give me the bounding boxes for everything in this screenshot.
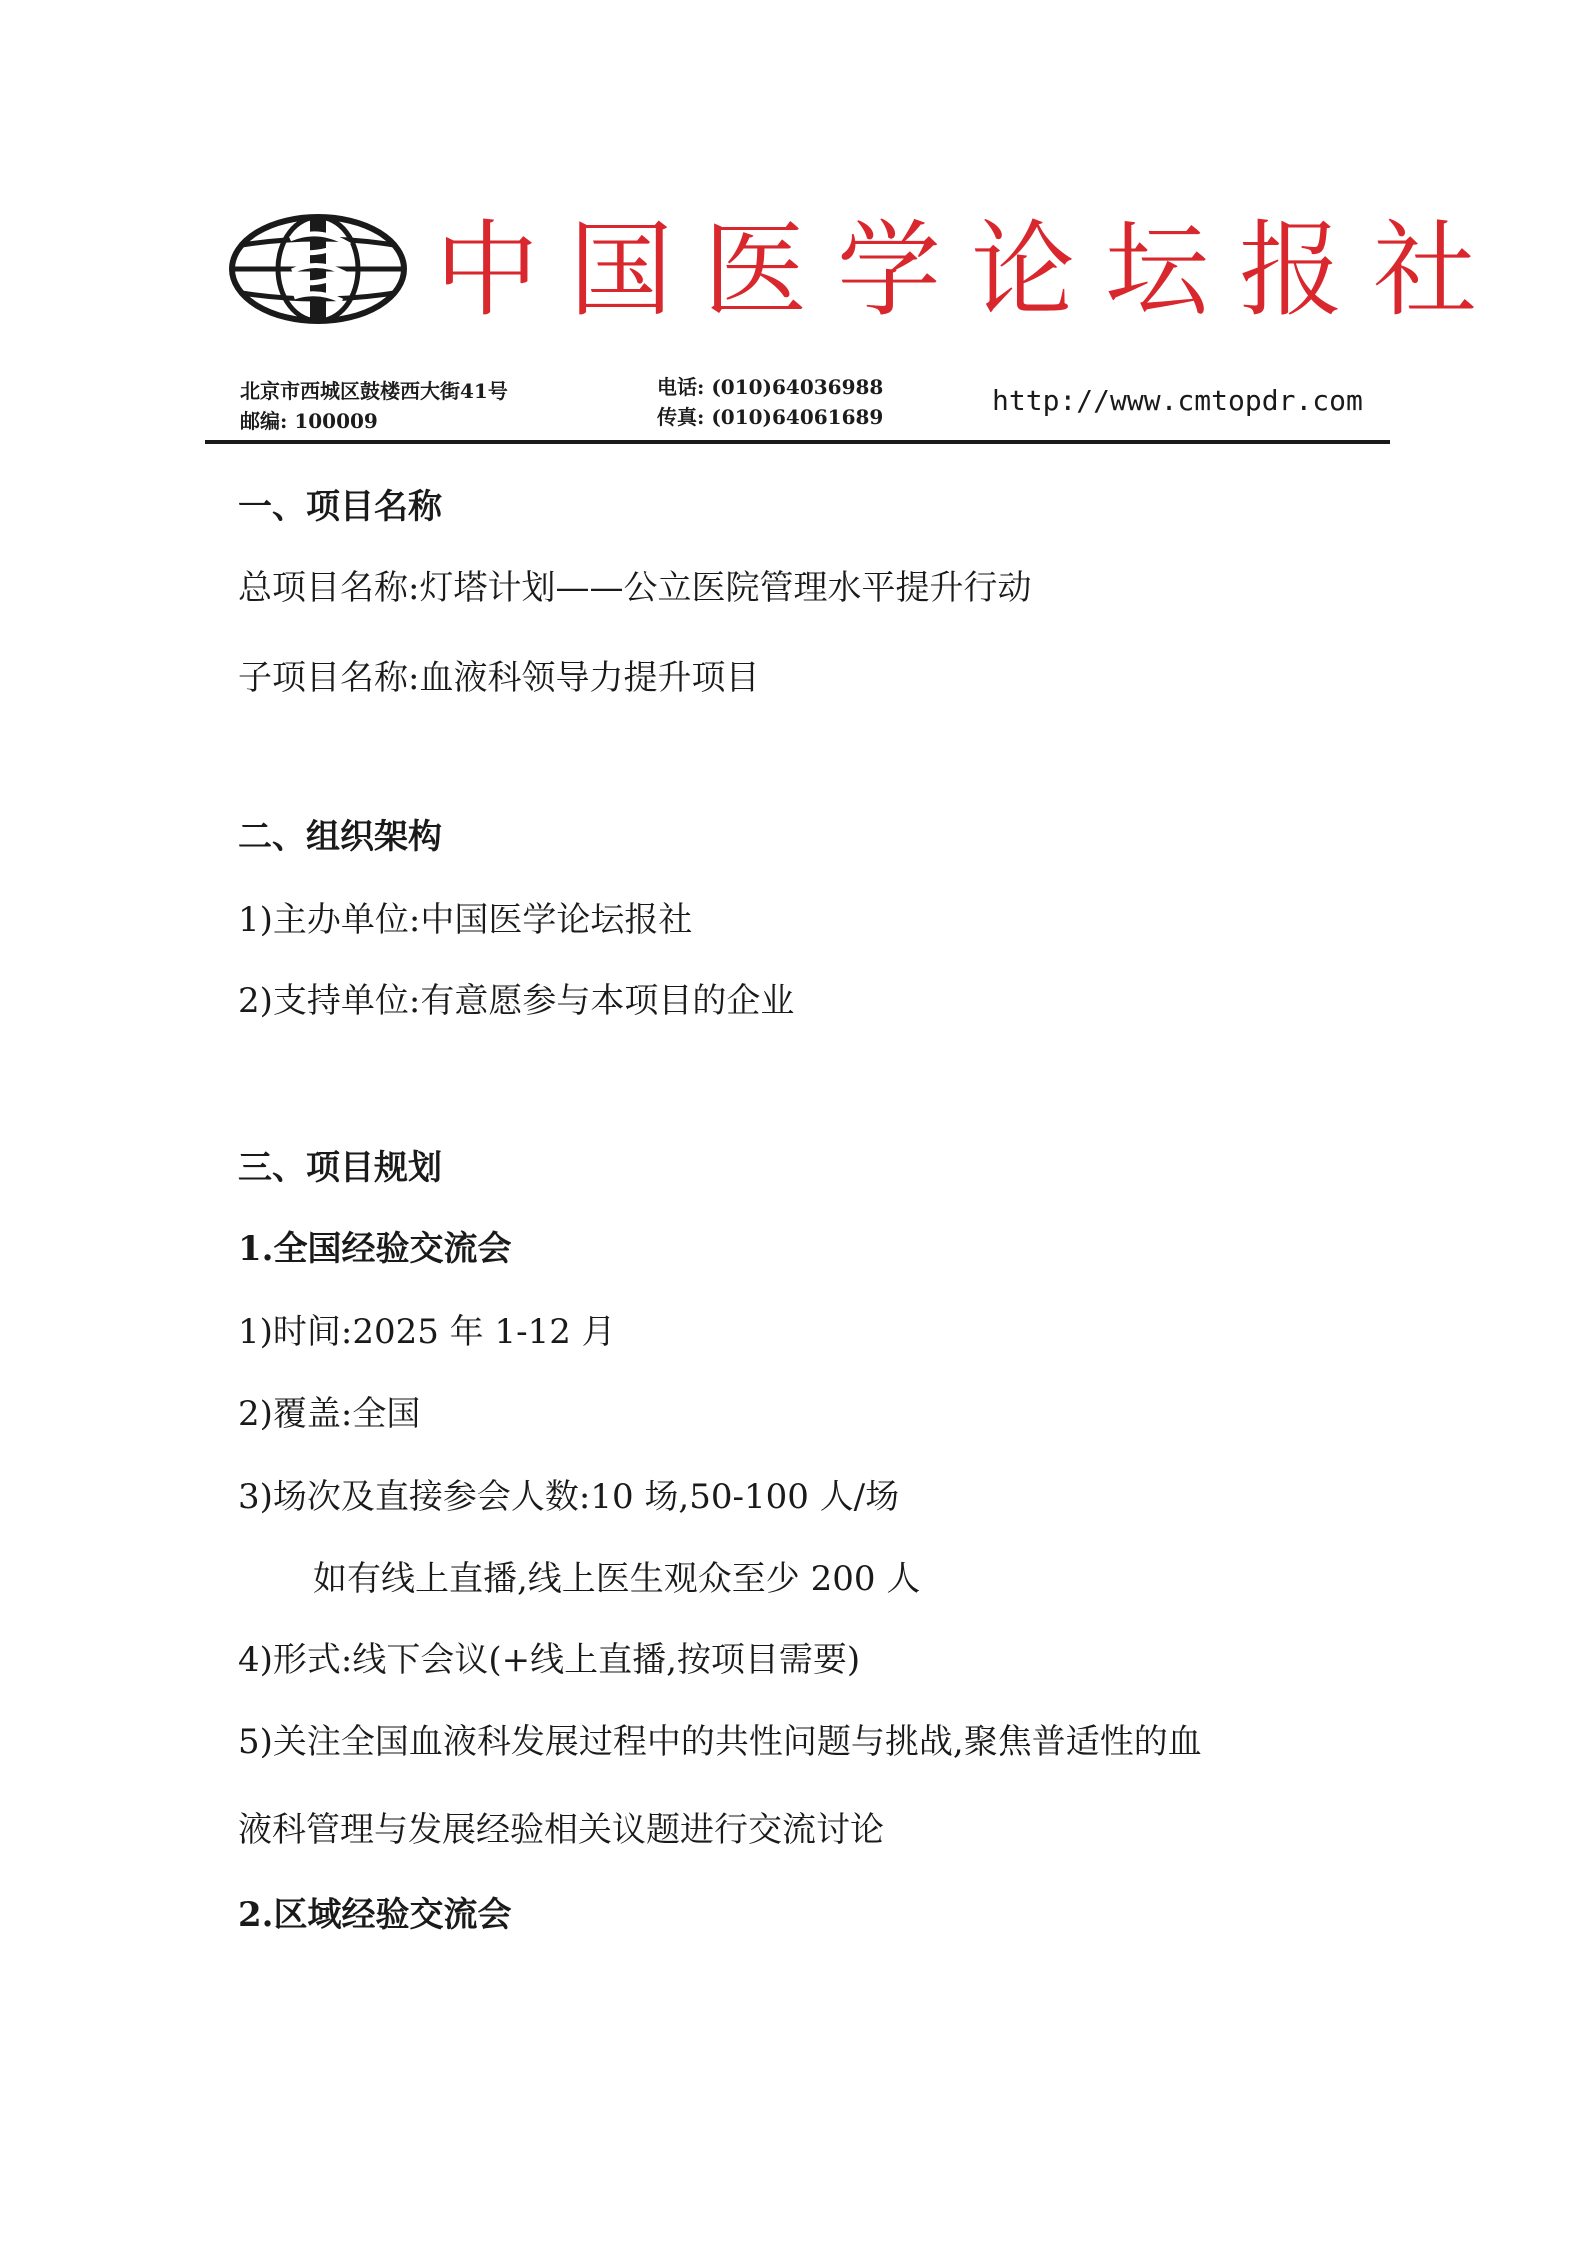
organizer: 1)主办单位:中国医学论坛报社 — [238, 900, 693, 940]
subsection-national-meeting: 1.全国经验交流会 — [238, 1229, 512, 1269]
supporter: 2)支持单位:有意愿参与本项目的企业 — [238, 981, 795, 1021]
address: 北京市西城区鼓楼西大街41号 — [240, 379, 508, 403]
item-coverage: 2)覆盖:全国 — [238, 1394, 421, 1434]
postal-code: 邮编: 100009 — [240, 409, 378, 433]
globe-logo-icon — [228, 213, 408, 325]
fax: 传真: (010)64061689 — [657, 405, 884, 429]
section-3-title: 三、项目规划 — [238, 1148, 442, 1188]
phone: 电话: (010)64036988 — [657, 375, 884, 399]
item-sessions: 3)场次及直接参会人数:10 场,50-100 人/场 — [238, 1477, 900, 1517]
section-1-title: 一、项目名称 — [238, 487, 442, 527]
item-time: 1)时间:2025 年 1-12 月 — [238, 1312, 616, 1352]
subsection-regional-meeting: 2.区域经验交流会 — [238, 1895, 512, 1935]
item-sessions-online: 如有线上直播,线上医生观众至少 200 人 — [313, 1559, 921, 1599]
item-format: 4)形式:线下会议(+线上直播,按项目需要) — [238, 1640, 861, 1680]
section-2-title: 二、组织架构 — [238, 817, 442, 857]
main-project-name: 总项目名称:灯塔计划——公立医院管理水平提升行动 — [238, 568, 1032, 608]
org-name: 中国医学论坛报社 — [435, 209, 1508, 331]
item-focus-line1: 5)关注全国血液科发展过程中的共性问题与挑战,聚焦普适性的血 — [238, 1722, 1202, 1762]
item-focus-line2: 液科管理与发展经验相关议题进行交流讨论 — [238, 1810, 884, 1850]
sub-project-name: 子项目名称:血液科领导力提升项目 — [238, 658, 760, 698]
letterhead-divider — [205, 440, 1390, 444]
website-link[interactable]: http://www.cmtopdr.com — [992, 384, 1363, 417]
